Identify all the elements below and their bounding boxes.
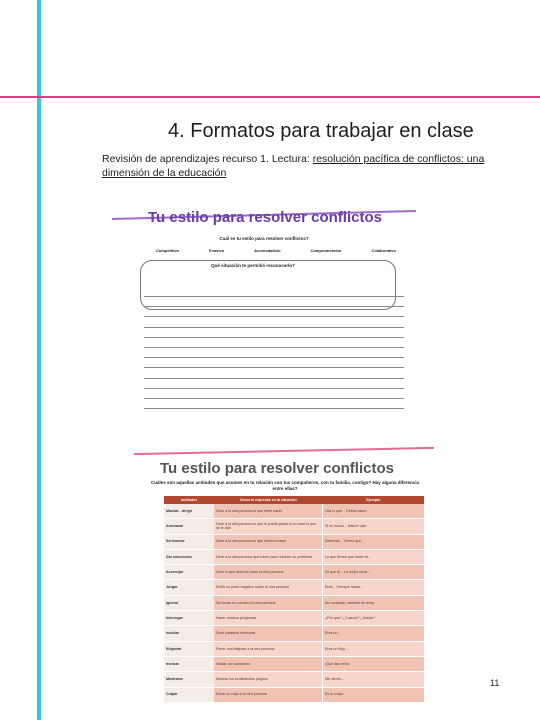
table-cell: Decir palabras ofensivas bbox=[214, 626, 323, 641]
column-header: Cómo te expresas en la situación bbox=[214, 496, 323, 504]
subtitle-link-text: resolución pacífica de conflictos: una dimensión de la educación bbox=[102, 153, 485, 179]
page-subtitle bbox=[102, 152, 502, 180]
table-cell: Interrogar bbox=[164, 611, 214, 626]
table-cell: Decir a la otra persona lo que debería hacer bbox=[214, 534, 323, 549]
table-cell: Hacer muchas preguntas bbox=[214, 611, 323, 626]
table-row bbox=[164, 626, 424, 641]
table-cell: Ironizar bbox=[164, 656, 214, 671]
table-cell: Mostrarse bbox=[164, 672, 214, 687]
table-cell: Amenazar bbox=[164, 519, 214, 534]
column-header: Ejemplo bbox=[323, 496, 425, 504]
table-row bbox=[164, 672, 424, 687]
table-cell: Es tu culpa... bbox=[323, 687, 425, 702]
table-row bbox=[164, 641, 424, 656]
style-option: Evasivo bbox=[209, 248, 225, 253]
table-cell: Mandar - dirigir bbox=[164, 504, 214, 519]
table-cell: Deberías... Tienes que... bbox=[323, 534, 425, 549]
table-cell: Eres... Siempre haces... bbox=[323, 580, 425, 595]
table-cell: Haz lo que... Debes hacer... bbox=[323, 504, 425, 519]
table-cell: Culpar bbox=[164, 687, 214, 702]
table-cell: Aconsejar bbox=[164, 565, 214, 580]
page-heading: 4. Formatos para trabajar en clase bbox=[168, 120, 474, 142]
table-cell: No tomar en cuenta a la otra persona bbox=[214, 595, 323, 610]
table-cell: Hablar con sarcasmo bbox=[214, 656, 323, 671]
table-cell: ¡Qué listo eres! bbox=[323, 656, 425, 671]
table-cell: Eres un flojo... bbox=[323, 641, 425, 656]
table-cell: Ignorar bbox=[164, 595, 214, 610]
style-option: Acomodaticio bbox=[254, 248, 281, 253]
table-row bbox=[164, 534, 424, 549]
worksheet-question: Cuáles son aquellas actitudes que asumes en tu relación con tus compañeros, con tu familia, contigo? Hay alguna diferencia entre ellas? bbox=[150, 480, 420, 491]
worksheet-figure-1 bbox=[112, 196, 416, 422]
attitudes-table bbox=[164, 496, 424, 703]
style-option: Competitivo bbox=[156, 248, 180, 253]
worksheet-title: Tu estilo para resolver conflictos bbox=[160, 460, 394, 477]
style-options bbox=[156, 248, 396, 253]
table-row bbox=[164, 611, 424, 626]
table-cell: Me siento... bbox=[323, 672, 425, 687]
table-row bbox=[164, 580, 424, 595]
table-cell: Echar la culpa a la otra persona bbox=[214, 687, 323, 702]
table-cell: Dar soluciones bbox=[164, 549, 214, 564]
style-option: Comprometedor bbox=[310, 248, 342, 253]
table-header-row bbox=[164, 496, 424, 504]
table-cell: Si no haces... Más te vale... bbox=[323, 519, 425, 534]
table-cell: ¿Por qué? ¿Cuándo? ¿Dónde? bbox=[323, 611, 425, 626]
table-cell: Sermonear bbox=[164, 534, 214, 549]
table-row bbox=[164, 504, 424, 519]
table-cell: Lo que tienes que hacer es... bbox=[323, 549, 425, 564]
table-cell: Poner una etiqueta a la otra persona bbox=[214, 641, 323, 656]
figure-accent-line bbox=[134, 447, 434, 455]
table-cell: Decir lo que debería hacer la otra persona bbox=[214, 565, 323, 580]
table-row bbox=[164, 549, 424, 564]
subtitle-text: Revisión de aprendizajes recurso 1. Lectura: bbox=[102, 153, 313, 165]
table-cell: Juzgar bbox=[164, 580, 214, 595]
table-cell: No contestar, cambiar de tema bbox=[323, 595, 425, 610]
page-number: 11 bbox=[490, 678, 500, 688]
table-row bbox=[164, 687, 424, 702]
worksheet-question: Qué situación te permitió reconocerlo? bbox=[211, 263, 295, 268]
table-row bbox=[164, 565, 424, 580]
table-cell: Yo que tú... Lo mejor sería... bbox=[323, 565, 425, 580]
column-header: Actitudes bbox=[164, 496, 214, 504]
left-margin-line bbox=[37, 0, 41, 720]
header-divider-line bbox=[0, 96, 540, 98]
style-option: Colaborativo bbox=[371, 248, 396, 253]
worksheet-title: Tu estilo para resolver conflictos bbox=[148, 209, 382, 226]
table-cell: Emitir un juicio negativo sobre la otra persona bbox=[214, 580, 323, 595]
worksheet-figure-2 bbox=[140, 438, 432, 697]
table-cell: Etiquetar bbox=[164, 641, 214, 656]
table-row bbox=[164, 519, 424, 534]
table-cell: Insultar bbox=[164, 626, 214, 641]
table-cell: Decir a la otra persona lo que le puede pasar si no hace lo que se le dice bbox=[214, 519, 323, 534]
worksheet-question: Cuál es tu estilo para resolver conflictos? bbox=[219, 236, 309, 241]
table-cell: Decir a la otra persona qué hacer para resolver su problema bbox=[214, 549, 323, 564]
table-row bbox=[164, 595, 424, 610]
table-cell: Eres un... bbox=[323, 626, 425, 641]
writing-lines bbox=[144, 296, 404, 418]
table-row bbox=[164, 656, 424, 671]
table-cell: Mostrar los sentimientos propios bbox=[214, 672, 323, 687]
table-cell: Decir a la otra persona lo que debe hacer bbox=[214, 504, 323, 519]
